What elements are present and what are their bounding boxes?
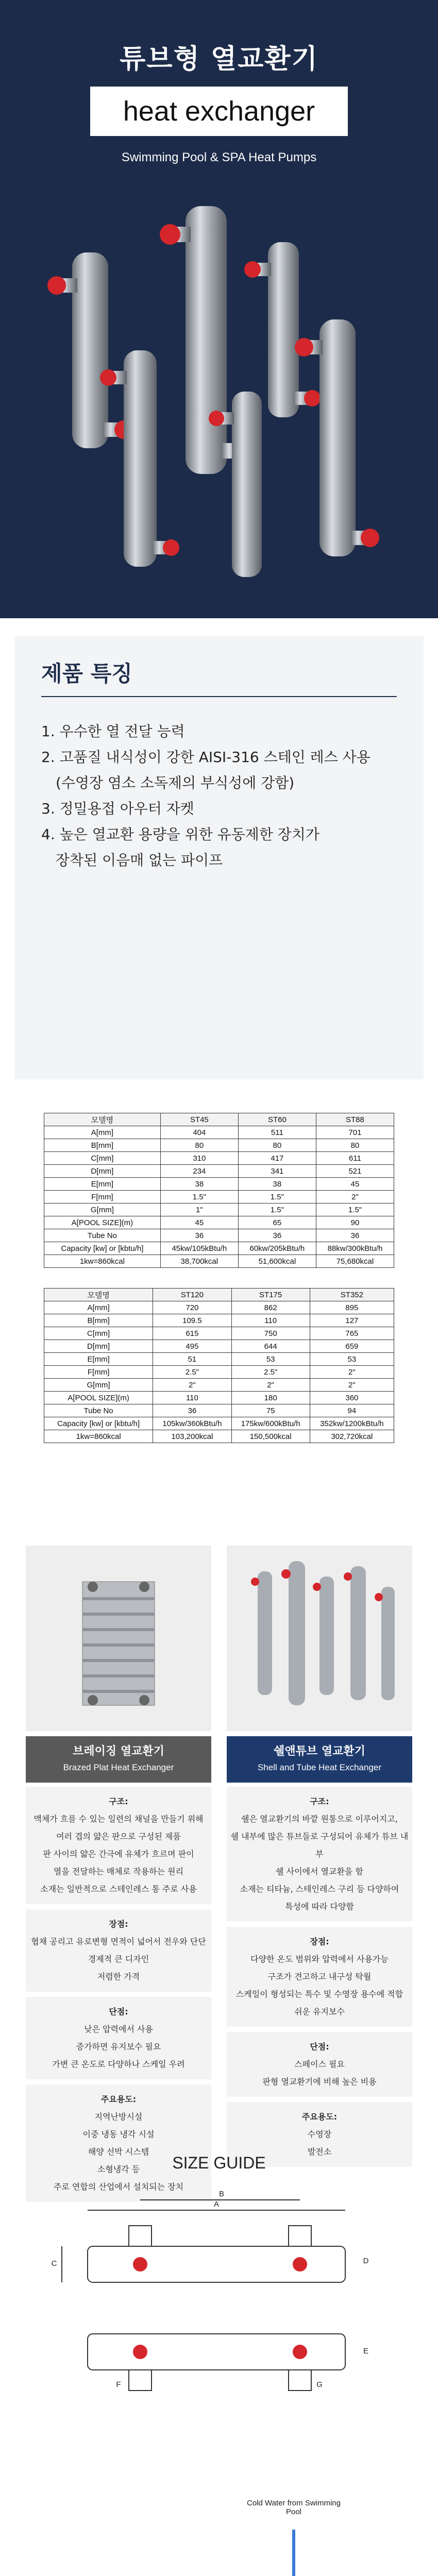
table-cell: 80 [238,1139,316,1152]
comparison-line: 장점: [109,1919,128,1929]
comparison-line: 증가하면 유지보수 필요 [76,2042,161,2052]
dim-label-b: B [218,2190,224,2198]
col-header: 모델명 [44,1289,153,1301]
table-cell: Tube No [44,1229,161,1242]
comparison-line: 저렴한 가격 [97,1972,140,1981]
feature-item: 1. 우수한 열 전달 능력 [41,723,185,740]
comparison-line: 여러 겹의 얇은 판으로 구성된 제품 [56,1832,181,1841]
table-cell: 895 [310,1301,394,1314]
comparison-line: 해양 선박 시스템 [88,2147,149,2157]
table-cell: 1.5" [238,1191,316,1204]
table-cell: 90 [316,1216,394,1229]
table-cell: 103,200kcal [153,1430,231,1443]
table-cell: 88kw/300kBtu/h [316,1242,394,1255]
table-row [44,1216,394,1229]
table-cell: 644 [231,1340,310,1353]
col-header: 모델명 [44,1113,161,1126]
comparison-block [227,1927,412,2027]
col-header: ST352 [310,1289,394,1301]
table-row [44,1191,394,1204]
table-cell: 75 [231,1404,310,1417]
table-cell: 53 [231,1353,310,1366]
table-cell: 1.5" [160,1191,238,1204]
table-cell: A[mm] [44,1301,153,1314]
comparison-line: 이중 냉동 냉각 시설 [82,2129,155,2139]
hero-band: heat exchanger [90,87,348,136]
table-cell: 862 [231,1301,310,1314]
comparison-line: 판 사이의 얇은 간극에 유체가 흐르며 판이 [43,1849,194,1859]
size-guide-title: SIZE GUIDE [172,2154,266,2172]
comparison-block [227,1787,412,1922]
comparison-line: 낮은 압력에서 사용 [84,2024,153,2034]
table-cell: 2.5" [231,1366,310,1379]
spec-table-1 [44,1113,394,1268]
hero-section [0,0,438,618]
comparison-line: 가변 큰 온도로 다양하나 스케일 우려 [52,2059,185,2069]
shell-tube-subtitle: Shell and Tube Heat Exchanger [257,1762,382,1772]
table-cell: C[mm] [44,1327,153,1340]
table-cell: 94 [310,1404,394,1417]
comparison-line: 주요용도: [100,2094,137,2104]
table-row [44,1178,394,1191]
shell-tube-title: 쉘앤튜브 열교환기 [274,1745,365,1758]
comparison-line: 열을 전달하는 매체로 작용하는 원리 [53,1867,184,1876]
flow-diagram [0,2452,438,2576]
dim-label-d: D [363,2257,369,2265]
table-cell: 60kw/205kBtu/h [238,1242,316,1255]
col-header: ST175 [231,1289,310,1301]
table-cell: A[mm] [44,1126,161,1139]
table-cell: 150,500kcal [231,1430,310,1443]
comparison-line: 쉘 사이에서 열교환을 함 [276,1867,363,1876]
plate-exchanger-image [82,1582,155,1705]
table-row [44,1404,394,1417]
table-row [44,1327,394,1340]
table-cell: 2" [153,1379,231,1392]
table-row [44,1255,394,1268]
table-cell: 53 [310,1353,394,1366]
features-list [41,719,370,873]
table-cell: 2" [310,1379,394,1392]
shell-tube-details [227,1787,412,2172]
table-row [44,1417,394,1430]
comparison-line: 소재는 일반적으로 스테인레스 통 주로 사용 [40,1884,197,1894]
comparison-line: 액체가 흐를 수 있는 일련의 채널을 만들기 위해 [33,1814,204,1824]
table-cell: 51,600kcal [238,1255,316,1268]
hero-title: 튜브형 열교환기 [120,44,318,75]
feature-item: 3. 정밀용접 아우터 자켓 [41,800,194,817]
table-cell: B[mm] [44,1139,161,1152]
table-cell: Capacity [kw] or [kbtu/h] [44,1417,153,1430]
table-cell: 80 [160,1139,238,1152]
tube-4 [100,350,179,567]
table-cell: A[POOL SIZE](m) [44,1392,153,1404]
comparison-line: 주로 연합의 산업에서 설치되는 장치 [53,2182,184,2192]
tube-1 [47,252,133,448]
table-cell: E[mm] [44,1353,153,1366]
table-cell: Capacity [kw] or [kbtu/h] [44,1242,161,1255]
table-cell: 109.5 [153,1314,231,1327]
table-cell: 105kw/360kBtu/h [153,1417,231,1430]
comparison-line: 발전소 [307,2147,332,2157]
dim-label-e: E [363,2347,368,2355]
comparison-block [26,1997,211,2079]
comparison-block [227,2032,412,2097]
table-row [44,1340,394,1353]
comparison-line: 단점: [109,2007,128,2016]
comparison-line: 스케일이 형성되는 특수 및 수영장 용수에 적합 [235,1989,403,1999]
comparison-line: 소재는 티타늄, 스테인레스 구리 등 다양하여 [240,1884,399,1894]
size-guide-diagram [0,2184,438,2421]
table-cell: 75,680kcal [316,1255,394,1268]
comparison-line: 쉘 내부에 많은 튜브들로 구성되어 유체가 튜브 내부 [230,1832,409,1859]
comparison-line: 협채 공리고 유로변형 면적이 넓어서 전우와 단단 [31,1937,206,1946]
table-cell: 659 [310,1340,394,1353]
features-panel [14,636,424,1079]
features-divider [41,696,397,697]
table-cell: 51 [153,1353,231,1366]
table-cell: F[mm] [44,1191,161,1204]
comparison-line: 판형 열교환기에 비해 높은 비용 [262,2077,377,2087]
hero-subtitle: Swimming Pool & SPA Heat Pumps [121,150,317,164]
table-cell: 110 [153,1392,231,1404]
table-cell: E[mm] [44,1178,161,1191]
col-header: ST120 [153,1289,231,1301]
table-row [44,1301,394,1314]
comparison-line: 장점: [310,1937,329,1946]
table-cell: 341 [238,1165,316,1178]
comparison-line: 경제적 큰 디자인 [88,1954,149,1964]
table-cell: A[POOL SIZE](m) [44,1216,161,1229]
plate-exchanger-details [26,1787,211,2207]
table-cell: 404 [160,1126,238,1139]
table-row [44,1242,394,1255]
table-cell: D[mm] [44,1165,161,1178]
plate-subtitle: Brazed Plat Heat Exchanger [63,1762,174,1772]
table-row [44,1392,394,1404]
table-cell: 38,700kcal [160,1255,238,1268]
table-cell: 175kw/600kBtu/h [231,1417,310,1430]
comparison-line: 주요용도: [301,2112,338,2122]
table-row [44,1126,394,1139]
table-cell: 127 [310,1314,394,1327]
shell-tube-header [227,1736,412,1783]
feature-item: 4. 높은 열교환 용량을 위한 유동제한 장치가 [41,826,319,843]
table-row [44,1379,394,1392]
feature-item: 2. 고품질 내식성이 강한 AISI-316 스테인 레스 사용 [41,749,370,766]
table-cell: 521 [316,1165,394,1178]
table-cell: 110 [231,1314,310,1327]
table-cell: 45 [160,1216,238,1229]
comparison-line: 쉬운 유지보수 [294,2007,345,2016]
table-cell: 38 [238,1178,316,1191]
comparison-block [26,1787,211,1904]
comparison-line: 구조: [310,1797,329,1806]
table-cell: 2.5" [153,1366,231,1379]
comparison-line: 단점: [310,2042,329,2052]
table-header-row [44,1113,394,1126]
table-row [44,1152,394,1165]
table-cell: 302,720kcal [310,1430,394,1443]
table-cell: 45 [316,1178,394,1191]
table-cell: 750 [231,1327,310,1340]
table-row [44,1229,394,1242]
table-cell: 2" [310,1366,394,1379]
table-cell: 180 [231,1392,310,1404]
table-cell: 80 [316,1139,394,1152]
table-row [44,1430,394,1443]
table-cell: 36 [238,1229,316,1242]
table-cell: 615 [153,1327,231,1340]
table-row [44,1204,394,1216]
table-cell: 495 [153,1340,231,1353]
comparison-line: 다양한 온도 범위와 압력에서 사용가능 [250,1954,389,1964]
comparison-line: 구조: [109,1797,128,1806]
comparison-line: 수영장 [307,2129,332,2139]
table-cell: 611 [316,1152,394,1165]
tube-product-image [0,196,438,613]
feature-item: 장착된 이음매 없는 파이프 [56,852,223,869]
comparison-line: 특성에 따라 다양함 [285,1902,354,1911]
comparison-line: 지역난방시설 [94,2112,143,2122]
table-cell: 2" [231,1379,310,1392]
table-cell: G[mm] [44,1379,153,1392]
plate-exchanger-header [26,1736,211,1783]
table-cell: 701 [316,1126,394,1139]
comparison-line: 쉘은 열교환기의 바깥 원통으로 이루어지고, [241,1814,398,1824]
comparison-line: 소형냉각 등 [97,2164,140,2174]
table-cell: 36 [153,1404,231,1417]
table-cell: Tube No [44,1404,153,1417]
table-row [44,1314,394,1327]
table-cell: 45kw/105kBtu/h [160,1242,238,1255]
table-row [44,1366,394,1379]
table-cell: 1" [160,1204,238,1216]
table-cell: 2" [316,1191,394,1204]
dim-label-g: G [316,2380,323,2389]
col-header: ST60 [238,1113,316,1126]
dim-label-c: C [51,2259,57,2268]
table-cell: 511 [238,1126,316,1139]
table-row [44,1139,394,1152]
table-cell: 352kw/1200kBtu/h [310,1417,394,1430]
feature-item: (수영장 염소 소독제의 부식성에 강함) [56,774,295,791]
table-cell: B[mm] [44,1314,153,1327]
plate-title: 브레이징 열교환기 [73,1745,164,1758]
tube-5 [295,319,379,556]
table-cell: 38 [160,1178,238,1191]
table-cell: 310 [160,1152,238,1165]
table-cell: F[mm] [44,1366,153,1379]
spec-table-2 [44,1288,394,1443]
dim-label-a: A [213,2200,219,2209]
table-row [44,1353,394,1366]
tube-6 [209,392,262,577]
table-cell: 360 [310,1392,394,1404]
comparison-images [26,1546,412,1731]
table-cell: 720 [153,1301,231,1314]
table-cell: 36 [316,1229,394,1242]
table-cell: 1kw=860kcal [44,1430,153,1443]
table-cell: 765 [310,1327,394,1340]
table-header-row [44,1289,394,1301]
table-cell: C[mm] [44,1152,161,1165]
features-heading: 제품 특징 [41,661,132,686]
table-cell: 234 [160,1165,238,1178]
table-cell: 65 [238,1216,316,1229]
table-cell: 36 [160,1229,238,1242]
table-cell: 1.5" [238,1204,316,1216]
comparison-line: 구조가 견고하고 내구성 탁월 [267,1972,372,1981]
table-cell: G[mm] [44,1204,161,1216]
tube-3 [244,242,321,417]
table-cell: 417 [238,1152,316,1165]
table-cell: 1.5" [316,1204,394,1216]
col-header: ST45 [160,1113,238,1126]
table-cell: D[mm] [44,1340,153,1353]
table-cell: 1kw=860kcal [44,1255,161,1268]
comparison-line: 스페이스 필요 [294,2059,345,2069]
flow-label-cold-water: Cold Water from Swimming Pool [247,2499,341,2516]
table-row [44,1165,394,1178]
comparison-block [26,1909,211,1992]
dim-label-f: F [116,2380,121,2389]
col-header: ST88 [316,1113,394,1126]
